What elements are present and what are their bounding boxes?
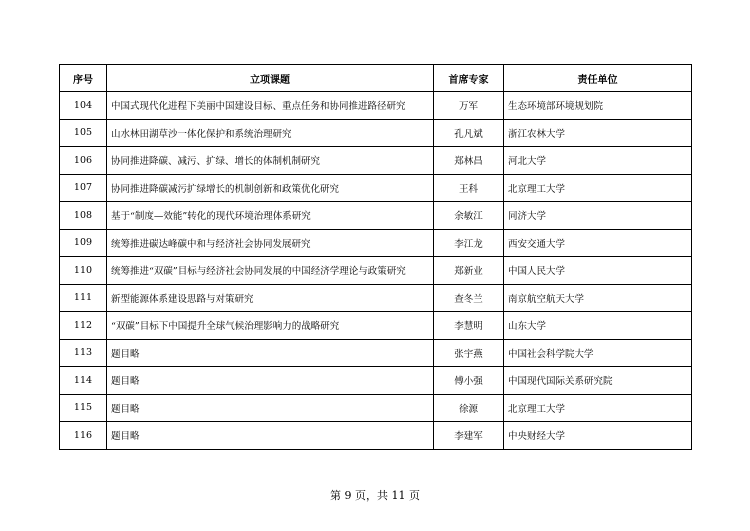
table-row: [60, 284, 692, 312]
row-chief-expert: 郑林昌: [434, 147, 504, 175]
row-project-title: 协同推进降碳减污扩绿增长的机制创新和政策优化研究: [107, 174, 434, 202]
table-row: [60, 229, 692, 257]
row-chief-expert: 万军: [434, 92, 504, 120]
projects-table: [59, 64, 692, 450]
row-responsible-unit: 中国社会科学院大学: [504, 339, 692, 367]
row-responsible-unit: 中国人民大学: [504, 257, 692, 285]
row-responsible-unit: 山东大学: [504, 312, 692, 340]
row-chief-expert: 张宇燕: [434, 339, 504, 367]
row-responsible-unit: 西安交通大学: [504, 229, 692, 257]
row-responsible-unit: 北京理工大学: [504, 174, 692, 202]
table-row: [60, 257, 692, 285]
row-number: 112: [60, 312, 107, 340]
row-project-title: 题目略: [107, 394, 434, 422]
row-project-title: 题目略: [107, 422, 434, 450]
row-number: 104: [60, 92, 107, 120]
row-number: 111: [60, 284, 107, 312]
row-responsible-unit: 中央财经大学: [504, 422, 692, 450]
table-row: [60, 312, 692, 340]
row-responsible-unit: 生态环境部环境规划院: [504, 92, 692, 120]
table-row: [60, 422, 692, 450]
row-project-title: 基于“制度—效能”转化的现代环境治理体系研究: [107, 202, 434, 230]
row-chief-expert: 李江龙: [434, 229, 504, 257]
header-responsible-unit: 责任单位: [504, 65, 692, 92]
row-project-title: 统筹推进碳达峰碳中和与经济社会协同发展研究: [107, 229, 434, 257]
row-number: 116: [60, 422, 107, 450]
row-responsible-unit: 中国现代国际关系研究院: [504, 367, 692, 395]
header-number: 序号: [60, 65, 107, 92]
table-row: [60, 147, 692, 175]
row-project-title: 山水林田湖草沙一体化保护和系统治理研究: [107, 119, 434, 147]
table-row: [60, 92, 692, 120]
row-chief-expert: 徐源: [434, 394, 504, 422]
row-project-title: 新型能源体系建设思路与对策研究: [107, 284, 434, 312]
row-project-title: 中国式现代化进程下美丽中国建设目标、重点任务和协同推进路径研究: [107, 92, 434, 120]
row-number: 115: [60, 394, 107, 422]
row-project-title: 题目略: [107, 339, 434, 367]
row-chief-expert: 郑新业: [434, 257, 504, 285]
row-project-title: 协同推进降碳、减污、扩绿、增长的体制机制研究: [107, 147, 434, 175]
row-number: 108: [60, 202, 107, 230]
row-number: 105: [60, 119, 107, 147]
row-project-title: “双碳”目标下中国提升全球气候治理影响力的战略研究: [107, 312, 434, 340]
row-chief-expert: 孔凡斌: [434, 119, 504, 147]
row-number: 109: [60, 229, 107, 257]
row-responsible-unit: 北京理工大学: [504, 394, 692, 422]
row-chief-expert: 李建军: [434, 422, 504, 450]
table-row: [60, 394, 692, 422]
header-chief-expert: 首席专家: [434, 65, 504, 92]
table-row: [60, 202, 692, 230]
table-row: [60, 339, 692, 367]
row-number: 107: [60, 174, 107, 202]
header-row: [60, 65, 692, 92]
table-row: [60, 119, 692, 147]
row-number: 113: [60, 339, 107, 367]
row-responsible-unit: 同济大学: [504, 202, 692, 230]
row-number: 106: [60, 147, 107, 175]
row-project-title: 题目略: [107, 367, 434, 395]
page-number-footer: 第 9 页，共 11 页: [330, 489, 420, 502]
row-chief-expert: 查冬兰: [434, 284, 504, 312]
row-chief-expert: 李慧明: [434, 312, 504, 340]
row-responsible-unit: 南京航空航天大学: [504, 284, 692, 312]
row-number: 110: [60, 257, 107, 285]
row-number: 114: [60, 367, 107, 395]
row-project-title: 统筹推进“双碳”目标与经济社会协同发展的中国经济学理论与政策研究: [107, 257, 434, 285]
table-row: [60, 367, 692, 395]
row-responsible-unit: 浙江农林大学: [504, 119, 692, 147]
row-responsible-unit: 河北大学: [504, 147, 692, 175]
row-chief-expert: 傅小强: [434, 367, 504, 395]
table-row: [60, 174, 692, 202]
row-chief-expert: 余敏江: [434, 202, 504, 230]
row-chief-expert: 王科: [434, 174, 504, 202]
header-project-title: 立项课题: [107, 65, 434, 92]
